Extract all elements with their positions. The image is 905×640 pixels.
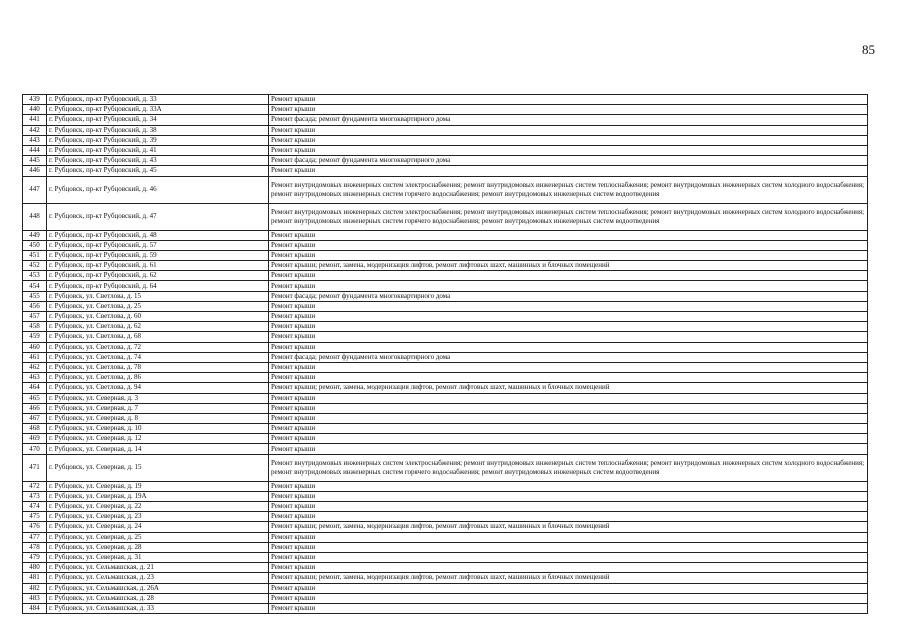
row-work-type: Ремонт крыши — [269, 332, 868, 342]
row-address: г. Рубцовск, пр-кт Рубцовский, д. 48 — [47, 230, 269, 240]
row-work-type: Ремонт крыши; ремонт, замена, модернизация лифтов, ремонт лифтовых шахт, машинных и блочных помещений — [269, 261, 868, 271]
table-row — [23, 444, 868, 454]
row-address: г. Рубцовск, ул. Северная, д. 31 — [47, 552, 269, 562]
row-number: 457 — [23, 312, 47, 322]
row-address: г. Рубцовск, пр-кт Рубцовский, д. 39 — [47, 135, 269, 145]
row-work-type: Ремонт крыши — [269, 362, 868, 372]
row-address: г. Рубцовск, ул. Светлова, д. 86 — [47, 373, 269, 383]
row-number: 465 — [23, 393, 47, 403]
row-number: 479 — [23, 552, 47, 562]
row-number: 483 — [23, 593, 47, 603]
row-address: г. Рубцовск, ул. Светлова, д. 25 — [47, 301, 269, 311]
row-number: 478 — [23, 542, 47, 552]
row-address: г. Рубцовск, пр-кт Рубцовский, д. 61 — [47, 261, 269, 271]
row-number: 470 — [23, 444, 47, 454]
table-row — [23, 176, 868, 203]
table-row — [23, 502, 868, 512]
row-address: г. Рубцовск, пр-кт Рубцовский, д. 33 — [47, 95, 269, 105]
row-work-type: Ремонт крыши — [269, 403, 868, 413]
row-number: 440 — [23, 105, 47, 115]
row-number: 459 — [23, 332, 47, 342]
row-address: г. Рубцовск, ул. Сельмашская, д. 28 — [47, 593, 269, 603]
row-work-type: Ремонт крыши — [269, 271, 868, 281]
table-row — [23, 230, 868, 240]
row-address: г. Рубцовск, пр-кт Рубцовский, д. 34 — [47, 115, 269, 125]
row-work-type: Ремонт крыши — [269, 342, 868, 352]
row-work-type: Ремонт крыши — [269, 542, 868, 552]
row-work-type: Ремонт крыши — [269, 281, 868, 291]
table-row — [23, 583, 868, 593]
row-work-type: Ремонт крыши — [269, 424, 868, 434]
table-row — [23, 424, 868, 434]
row-address: г. Рубцовск, ул. Сельмашская, д. 23 — [47, 573, 269, 583]
table-row — [23, 434, 868, 444]
row-address: г. Рубцовск, ул. Сельмашская, д. 33 — [47, 603, 269, 613]
row-number: 458 — [23, 322, 47, 332]
row-work-type: Ремонт внутридомовых инженерных систем электроснабжения; ремонт внутридомовых инженерных систем теплоснабжения; ремонт внутридомовых инженерных систем холодного водоснабжения; ремонт внутридомовых инженерных систем горячего водоснабжения; ремонт внутридомовых инженерных систем водоотведения — [269, 454, 868, 481]
row-work-type: Ремонт крыши — [269, 583, 868, 593]
table-row — [23, 95, 868, 105]
row-work-type: Ремонт крыши — [269, 312, 868, 322]
table-row — [23, 593, 868, 603]
row-work-type: Ремонт крыши — [269, 603, 868, 613]
row-work-type: Ремонт фасада; ремонт фундамента многоквартирного дома — [269, 352, 868, 362]
row-number: 445 — [23, 156, 47, 166]
repair-table-body — [23, 95, 868, 614]
row-work-type: Ремонт крыши — [269, 166, 868, 176]
table-row — [23, 532, 868, 542]
row-work-type: Ремонт крыши — [269, 301, 868, 311]
table-row — [23, 203, 868, 230]
table-row — [23, 403, 868, 413]
row-work-type: Ремонт крыши — [269, 240, 868, 250]
row-work-type: Ремонт крыши — [269, 502, 868, 512]
row-number: 449 — [23, 230, 47, 240]
row-number: 443 — [23, 135, 47, 145]
row-number: 467 — [23, 413, 47, 423]
row-address: г. Рубцовск, ул. Сельмашская, д. 21 — [47, 563, 269, 573]
row-number: 441 — [23, 115, 47, 125]
row-address: г. Рубцовск, пр-кт Рубцовский, д. 64 — [47, 281, 269, 291]
row-number: 469 — [23, 434, 47, 444]
row-work-type: Ремонт крыши — [269, 593, 868, 603]
row-address: г. Рубцовск, пр-кт Рубцовский, д. 62 — [47, 271, 269, 281]
row-address: г. Рубцовск, ул. Северная, д. 28 — [47, 542, 269, 552]
row-number: 473 — [23, 491, 47, 501]
row-work-type: Ремонт внутридомовых инженерных систем электроснабжения; ремонт внутридомовых инженерных систем теплоснабжения; ремонт внутридомовых инженерных систем холодного водоснабжения; ремонт внутридомовых инженерных систем горячего водоснабжения; ремонт внутридомовых инженерных систем водоотведения — [269, 203, 868, 230]
row-address: г. Рубцовск, пр-кт Рубцовский, д. 57 — [47, 240, 269, 250]
table-row — [23, 373, 868, 383]
row-address: г. Рубцовск, ул. Северная, д. 24 — [47, 522, 269, 532]
row-work-type: Ремонт крыши — [269, 532, 868, 542]
row-work-type: Ремонт крыши — [269, 481, 868, 491]
table-row — [23, 454, 868, 481]
table-row — [23, 393, 868, 403]
row-address: г. Рубцовск, ул. Северная, д. 25 — [47, 532, 269, 542]
row-address: г. Рубцовск, пр-кт Рубцовский, д. 43 — [47, 156, 269, 166]
row-address: г. Рубцовск, пр-кт Рубцовский, д. 45 — [47, 166, 269, 176]
row-address: г. Рубцовск, ул. Светлова, д. 60 — [47, 312, 269, 322]
row-number: 452 — [23, 261, 47, 271]
row-address: г. Рубцовск, ул. Северная, д. 8 — [47, 413, 269, 423]
row-number: 480 — [23, 563, 47, 573]
row-number: 454 — [23, 281, 47, 291]
row-work-type: Ремонт крыши — [269, 491, 868, 501]
row-number: 444 — [23, 145, 47, 155]
row-number: 484 — [23, 603, 47, 613]
table-row — [23, 145, 868, 155]
row-number: 460 — [23, 342, 47, 352]
table-row — [23, 291, 868, 301]
row-address: г. Рубцовск, ул. Северная, д. 3 — [47, 393, 269, 403]
row-address: г. Рубцовск, ул. Северная, д. 15 — [47, 454, 269, 481]
row-number: 446 — [23, 166, 47, 176]
table-row — [23, 573, 868, 583]
row-number: 472 — [23, 481, 47, 491]
row-number: 466 — [23, 403, 47, 413]
row-number: 455 — [23, 291, 47, 301]
row-address: г. Рубцовск, ул. Северная, д. 23 — [47, 512, 269, 522]
row-work-type: Ремонт крыши — [269, 105, 868, 115]
row-number: 475 — [23, 512, 47, 522]
row-number: 447 — [23, 176, 47, 203]
row-work-type: Ремонт крыши — [269, 322, 868, 332]
row-number: 453 — [23, 271, 47, 281]
row-address: г. Рубцовск, ул. Северная, д. 10 — [47, 424, 269, 434]
row-address: г. Рубцовск, ул. Северная, д. 12 — [47, 434, 269, 444]
row-number: 451 — [23, 250, 47, 260]
table-row — [23, 491, 868, 501]
row-number: 468 — [23, 424, 47, 434]
row-address: г. Рубцовск, ул. Северная, д. 19 — [47, 481, 269, 491]
table-row — [23, 271, 868, 281]
row-work-type: Ремонт крыши; ремонт, замена, модернизация лифтов, ремонт лифтовых шахт, машинных и блочных помещений — [269, 573, 868, 583]
row-work-type: Ремонт крыши — [269, 135, 868, 145]
table-row — [23, 261, 868, 271]
row-address: г. Рубцовск, ул. Светлова, д. 78 — [47, 362, 269, 372]
row-work-type: Ремонт крыши — [269, 373, 868, 383]
table-row — [23, 383, 868, 393]
table-row — [23, 312, 868, 322]
row-work-type: Ремонт крыши — [269, 512, 868, 522]
row-number: 464 — [23, 383, 47, 393]
table-row — [23, 522, 868, 532]
table-row — [23, 250, 868, 260]
row-number: 476 — [23, 522, 47, 532]
page-number: 85 — [862, 42, 875, 57]
table-row — [23, 512, 868, 522]
row-address: г. Рубцовск, ул. Сельмашская, д. 26А — [47, 583, 269, 593]
table-row — [23, 332, 868, 342]
row-address: г. Рубцовск, ул. Светлова, д. 62 — [47, 322, 269, 332]
row-number: 474 — [23, 502, 47, 512]
table-row — [23, 156, 868, 166]
row-address: г. Рубцовск, ул. Северная, д. 19А — [47, 491, 269, 501]
row-number: 462 — [23, 362, 47, 372]
row-number: 456 — [23, 301, 47, 311]
table-row — [23, 125, 868, 135]
row-work-type: Ремонт крыши — [269, 434, 868, 444]
table-row — [23, 135, 868, 145]
row-number: 463 — [23, 373, 47, 383]
row-work-type: Ремонт фасада; ремонт фундамента многоквартирного дома — [269, 156, 868, 166]
table-row — [23, 322, 868, 332]
row-address: г. Рубцовск, ул. Светлова, д. 72 — [47, 342, 269, 352]
table-row — [23, 342, 868, 352]
row-work-type: Ремонт внутридомовых инженерных систем электроснабжения; ремонт внутридомовых инженерных систем теплоснабжения; ремонт внутридомовых инженерных систем холодного водоснабжения; ремонт внутридомовых инженерных систем горячего водоснабжения; ремонт внутридомовых инженерных систем водоотведения — [269, 176, 868, 203]
row-number: 482 — [23, 583, 47, 593]
table-row — [23, 563, 868, 573]
row-number: 448 — [23, 203, 47, 230]
row-work-type: Ремонт крыши — [269, 563, 868, 573]
row-address: г. Рубцовск, ул. Светлова, д. 15 — [47, 291, 269, 301]
table-row — [23, 301, 868, 311]
table-row — [23, 481, 868, 491]
row-address: г. Рубцовск, пр-кт Рубцовский, д. 59 — [47, 250, 269, 260]
row-address: г. Рубцовск, ул. Светлова, д. 68 — [47, 332, 269, 342]
row-work-type: Ремонт фасада; ремонт фундамента многоквартирного дома — [269, 291, 868, 301]
row-number: 471 — [23, 454, 47, 481]
row-address: г. Рубцовск, ул. Светлова, д. 94 — [47, 383, 269, 393]
row-work-type: Ремонт крыши — [269, 145, 868, 155]
row-work-type: Ремонт крыши — [269, 413, 868, 423]
row-address: г. Рубцовск, ул. Северная, д. 14 — [47, 444, 269, 454]
row-address: г. Рубцовск, пр-кт Рубцовский, д. 33А — [47, 105, 269, 115]
row-work-type: Ремонт фасада; ремонт фундамента многоквартирного дома — [269, 115, 868, 125]
row-work-type: Ремонт крыши — [269, 250, 868, 260]
row-address: г. Рубцовск, ул. Северная, д. 22 — [47, 502, 269, 512]
row-work-type: Ремонт крыши — [269, 125, 868, 135]
row-work-type: Ремонт крыши — [269, 444, 868, 454]
table-row — [23, 105, 868, 115]
row-work-type: Ремонт крыши; ремонт, замена, модернизация лифтов, ремонт лифтовых шахт, машинных и блочных помещений — [269, 383, 868, 393]
row-number: 439 — [23, 95, 47, 105]
row-number: 450 — [23, 240, 47, 250]
table-row — [23, 166, 868, 176]
repair-table — [22, 94, 868, 614]
row-address: г. Рубцовск, пр-кт Рубцовский, д. 41 — [47, 145, 269, 155]
table-row — [23, 352, 868, 362]
row-work-type: Ремонт крыши — [269, 393, 868, 403]
row-work-type: Ремонт крыши — [269, 95, 868, 105]
row-work-type: Ремонт крыши — [269, 552, 868, 562]
row-number: 461 — [23, 352, 47, 362]
table-row — [23, 362, 868, 372]
row-address: г. Рубцовск, ул. Светлова, д. 74 — [47, 352, 269, 362]
row-address: г. Рубцовск, пр-кт Рубцовский, д. 46 — [47, 176, 269, 203]
row-address: г. Рубцовск, пр-кт Рубцовский, д. 38 — [47, 125, 269, 135]
row-address: г. Рубцовск, ул. Северная, д. 7 — [47, 403, 269, 413]
table-row — [23, 542, 868, 552]
table-row — [23, 552, 868, 562]
row-number: 477 — [23, 532, 47, 542]
table-row — [23, 413, 868, 423]
row-work-type: Ремонт крыши; ремонт, замена, модернизация лифтов, ремонт лифтовых шахт, машинных и блочных помещений — [269, 522, 868, 532]
table-row — [23, 281, 868, 291]
row-number: 442 — [23, 125, 47, 135]
row-number: 481 — [23, 573, 47, 583]
table-row — [23, 240, 868, 250]
row-address: г. Рубцовск, пр-кт Рубцовский, д. 47 — [47, 203, 269, 230]
row-work-type: Ремонт крыши — [269, 230, 868, 240]
table-row — [23, 115, 868, 125]
table-row — [23, 603, 868, 613]
